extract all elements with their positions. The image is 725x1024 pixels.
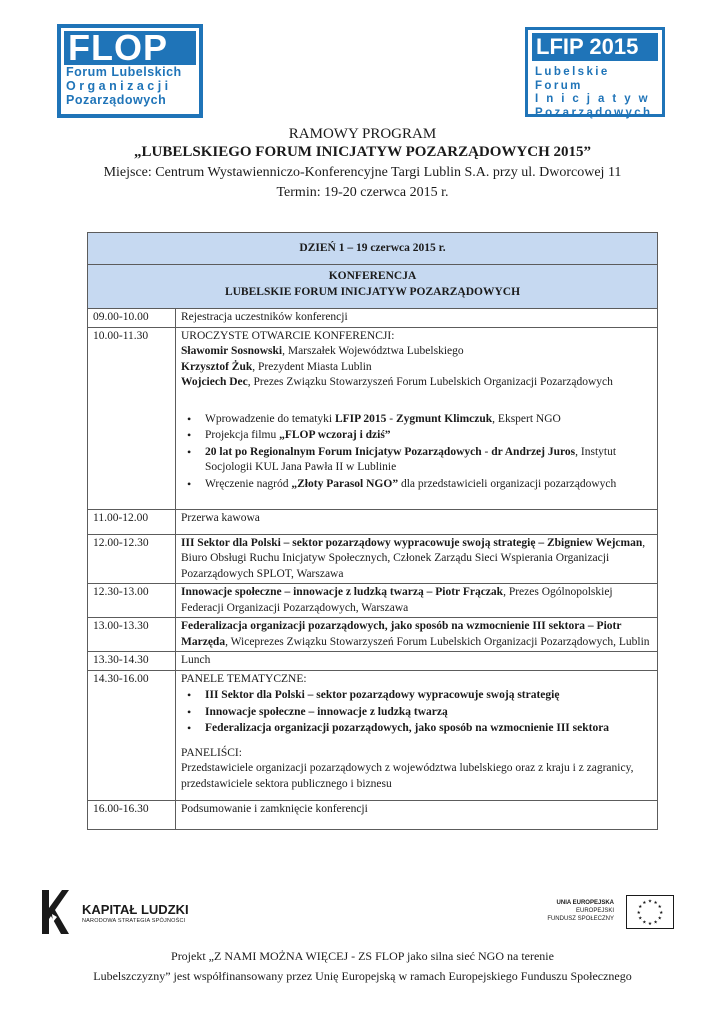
svg-text:★: ★ [642,920,647,926]
text: Projekcja filmu [205,429,280,441]
talk-speaker: , Biuro Obsługi Ruchu Inicjatyw Społecznych, Członek Zarządu Sieci Wspierania Organizacji Pozarządowych SPLOT, Warszawa [181,536,646,580]
text: Federalizacja organizacji pozarządowych, jako sposób na wzmocnienie III sektora [205,722,610,734]
panelists-title: PANELIŚCI: [181,746,242,759]
speaker-role: , Marszałek Województwa Lubelskiego [282,345,464,357]
row-content: Przerwa kawowa [181,511,260,524]
kapital-ludzki-icon [40,888,70,936]
lfip-logo-line2: I n i c j a t y w [535,93,650,105]
svg-text:★: ★ [647,922,653,928]
event-location: Miejsce: Centrum Wystawienniczo-Konferencyjne Targi Lublin S.A. przy ul. Dworcowej 11 [103,165,622,180]
text: - [386,412,396,425]
footer-line1: Projekt „Z NAMI MOŻNA WIĘCEJ - ZS FLOP jako silna sieć NGO na terenie [171,949,554,963]
speaker-name: Wojciech Dec [181,376,248,388]
program-table [87,232,658,830]
row-time: 12.30-13.00 [88,584,176,617]
flop-logo [57,24,203,118]
text: , Instytut Socjologii KUL Jana Pawła II w Lublinie [205,445,617,473]
text: Zygmunt Klimczuk [396,412,493,425]
text: „FLOP wczoraj i dziś” [279,429,391,441]
text: dla przedstawicieli organizacji pozarządowych [398,477,617,490]
table-row [88,801,657,829]
conference-header-line2: LUBELSKIE FORUM INICJATYW POZARZĄDOWYCH [224,285,521,298]
conference-header [88,265,657,309]
svg-text:★: ★ [657,916,662,922]
talk-title: III Sektor dla Polski – sektor pozarządowy wypracowuje swoją strategię – Zbigniew Wejcman [181,536,643,549]
lfip-logo-line1: Lubelskie Forum [535,66,610,92]
svg-text:★: ★ [638,916,643,922]
event-title: „LUBELSKIEGO FORUM INICJATYW POZARZĄDOWYCH 2015” [134,144,591,160]
speaker-line [181,344,651,360]
table-row [88,535,657,585]
row-content [176,618,657,651]
spacer [181,738,651,746]
row-content: Podsumowanie i zamknięcie konferencji [181,802,368,815]
flop-logo-line3: Pozarządowych [66,93,167,107]
row-content: Rejestracja uczestników konferencji [181,311,348,323]
speaker-line [181,375,651,391]
talk-title: Innowacje społeczne – innowacje z ludzką twarzą – Piotr Frączak [181,586,504,598]
text: 20 lat po Regionalnym Forum Inicjatyw Pozarządowych [205,445,482,458]
opening-agenda-list [181,412,651,493]
event-date: Termin: 19-20 czerwca 2015 r. [276,185,449,200]
talk-speaker: , Prezes Ogólnopolskiej Federacji Organizacji Pozarządowych, Warszawa [181,586,613,614]
svg-text:★: ★ [642,901,647,907]
svg-text:★: ★ [653,920,658,926]
text: III Sektor dla Polski – sektor pozarządowy wypracowuje swoją strategię [205,689,560,701]
flop-logo-line1: Forum Lubelskich [66,65,182,79]
document-title: RAMOWY PROGRAM [288,126,437,142]
svg-text:★: ★ [647,899,653,905]
svg-text:★: ★ [659,910,664,916]
ue-logo-line1: UNIA EUROPEJSKA [556,900,614,906]
table-row [88,584,657,618]
talk-speaker: , Wiceprezes Związku Stowarzyszeń Forum Lubelskich Organizacji Pozarządowych, Lublin [225,635,650,648]
row-content [176,584,657,617]
list-item [181,688,651,704]
speaker-line [181,360,651,376]
flop-logo-title: FLOP [64,31,196,65]
kapital-ludzki-subtitle: NARODOWA STRATEGIA SPÓJNOŚCI [82,918,186,924]
table-row [88,652,657,671]
lfip-logo-title: LFIP 2015 [532,33,658,61]
ue-logo-line3: FUNDUSZ SPOŁECZNY [547,916,614,922]
speaker-role: , Prezydent Miasta Lublin [252,360,372,373]
lfip-logo [525,27,665,117]
svg-text:★: ★ [657,905,662,911]
kapital-ludzki-title: KAPITAŁ LUDZKI [82,902,189,917]
list-item [181,445,651,476]
row-content: Lunch [181,654,211,666]
footer-line2: Lubelszczyzny” jest współfinansowany przez Unię Europejską w ramach Europejskiego Funduszu Społecznego [93,969,632,983]
row-content [176,328,657,509]
flop-logo-line2: O r g a n i z a c j i [66,79,169,93]
panelists-text: Przedstawiciele organizacji pozarządowych z województwa lubelskiego oraz z kraju i z zagranicy, przedstawiciele sektora publicznego i biznesu [181,762,634,790]
text: Innowacje społeczne – innowacje z ludzką twarzą [205,705,448,718]
table-row [88,618,657,652]
day-header: DZIEŃ 1 – 19 czerwca 2015 r. [88,233,657,265]
speaker-role: , Prezes Związku Stowarzyszeń Forum Lubelskich Organizacji Pozarządowych [247,376,613,388]
svg-text:★: ★ [638,905,643,911]
row-content [176,671,657,800]
row-time: 10.00-11.30 [88,328,176,509]
speaker-name: Sławomir Sosnowski [181,345,283,357]
text: , Ekspert NGO [492,412,561,425]
list-item [181,705,651,721]
row-time: 11.00-12.00 [88,510,176,534]
ue-logo-line2: EUROPEJSKI [575,908,614,914]
table-row [88,309,657,328]
svg-text:★: ★ [653,901,658,907]
table-row [88,510,657,535]
row-time: 16.00-16.30 [88,801,176,829]
list-item [181,412,651,428]
row-time: 12.00-12.30 [88,535,176,584]
row-time: 09.00-10.00 [88,309,176,327]
list-item [181,477,651,493]
table-row [88,328,657,510]
opening-title: UROCZYSTE OTWARCIE KONFERENCJI: [181,329,395,342]
row-time: 13.00-13.30 [88,618,176,651]
row-content [176,535,657,584]
text: LFIP 2015 [334,412,387,425]
text: dr Andrzej Juros [491,445,576,458]
kapital-ludzki-logo [40,888,200,940]
text: Wręczenie nagród [205,477,292,490]
text: - [481,445,492,458]
speaker-name: Krzysztof Żuk [181,360,253,373]
row-time: 14.30-16.00 [88,671,176,800]
text: Wprowadzenie do tematyki [205,412,335,425]
ue-logo-text [547,899,614,923]
list-item [181,721,651,737]
list-item [181,428,651,444]
spacer [181,391,651,406]
panels-list [181,688,651,737]
svg-text:★: ★ [636,910,641,916]
text: „Złoty Parasol NGO” [291,477,399,490]
conference-header-line1: KONFERENCJA [328,270,417,282]
lfip-logo-line3: Pozarządowych [535,106,653,119]
ue-logo [534,893,674,933]
eu-flag-icon [626,895,674,929]
table-row [88,671,657,801]
row-time: 13.30-14.30 [88,652,176,670]
panels-title: PANELE TEMATYCZNE: [181,672,307,685]
talk-title: Federalizacja organizacji pozarządowych, jako sposób na wzmocnienie III sektora – Piotr Marzęda [181,620,622,648]
